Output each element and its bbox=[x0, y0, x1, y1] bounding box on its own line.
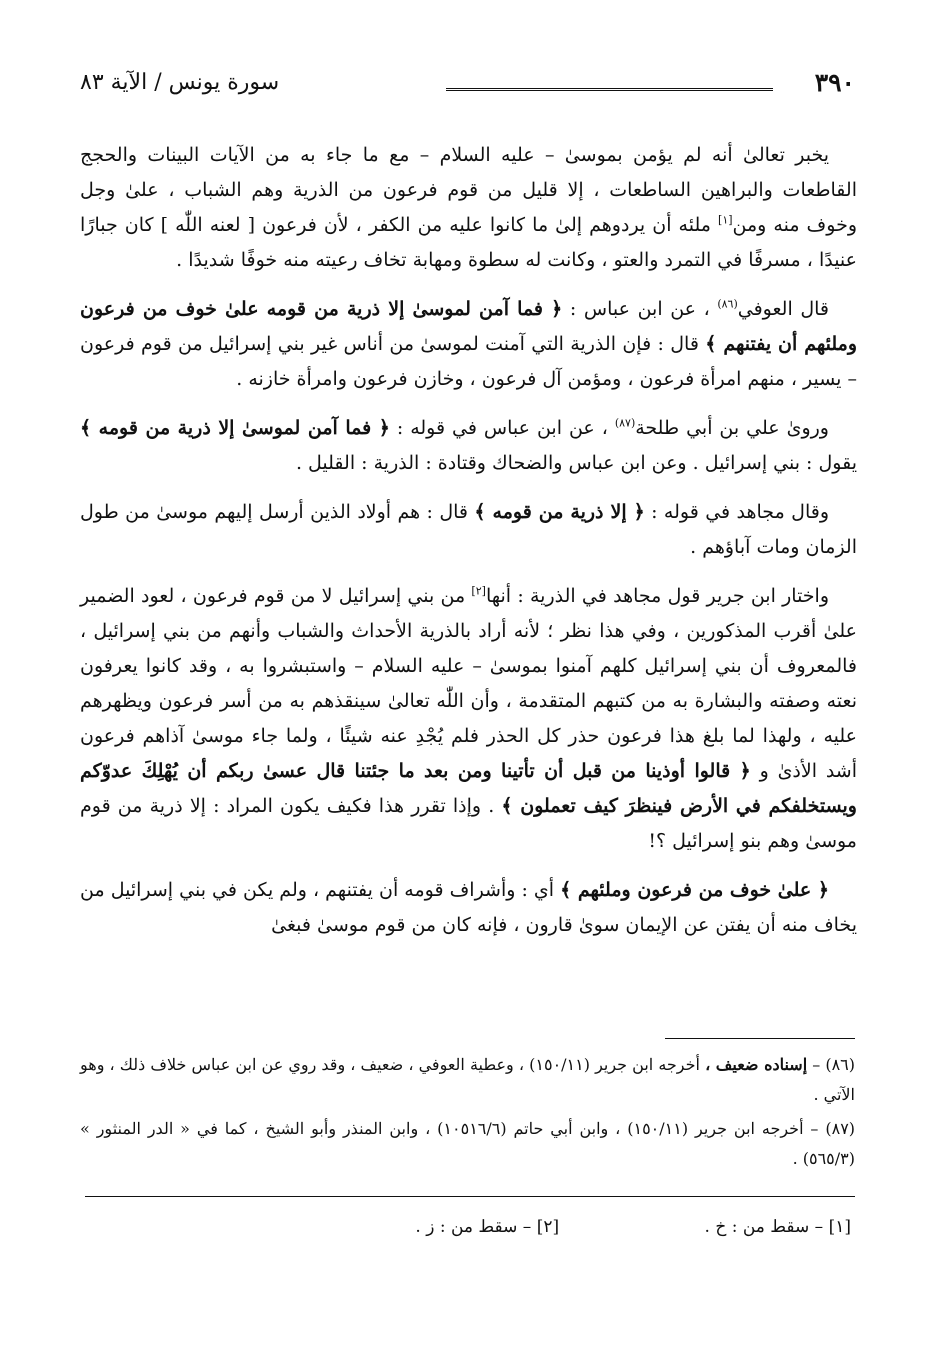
footnote-1 bbox=[80, 1050, 855, 1110]
footnote-2 bbox=[80, 1114, 855, 1174]
text-segment: قال : هم أولاد الذين أرسل إليهم موسىٰ من طول الزمان ومات آباؤهم . bbox=[80, 501, 857, 558]
quran-quote: ﴿ علىٰ خوف من فرعون وملئهم ﴾ bbox=[560, 879, 829, 901]
paragraph-6 bbox=[80, 873, 857, 943]
quran-quote: ﴿ فما آمن لموسىٰ إلا ذرية من قومه ﴾ bbox=[80, 417, 390, 439]
text-segment: قال : فإن الذرية التي آمنت لموسىٰ من أناس غير بني إسرائيل من قوم فرعون – يسير ، منهم امرأة فرعون ، ومؤمن آل فرعون ، وخازن فرعون وامرأة خازنه . bbox=[80, 333, 857, 390]
text-segment: وقال مجاهد في قوله : bbox=[644, 501, 830, 523]
paragraph-2 bbox=[80, 292, 857, 397]
note-marker: [١] bbox=[718, 213, 733, 227]
variants-divider bbox=[85, 1196, 855, 1197]
variant-note-1: [١] – سقط من : خ . bbox=[704, 1217, 851, 1237]
text-segment: أي : وأشراف قومه أن يفتنهم ، ولم يكن في بني إسرائيل من يخاف منه أن يفتن عن الإيمان سوىٰ قارون ، فإنه كان من قوم موسىٰ فبغىٰ bbox=[80, 879, 857, 936]
text-segment: ، عن ابن عباس : bbox=[562, 298, 718, 320]
text-segment: (٨٦) – bbox=[807, 1055, 856, 1074]
header-rule bbox=[446, 88, 773, 93]
paragraph-5 bbox=[80, 579, 857, 859]
page-number: ٣٩٠ bbox=[814, 68, 855, 97]
paragraph-1 bbox=[80, 138, 857, 278]
footnotes bbox=[80, 1050, 855, 1178]
text-segment: (٨٧) – أخرجه ابن جرير (١٥٠/١١) ، وابن أبي حاتم (١٠٥١٦/٦) ، وابن المنذر وأبو الشيخ ، كما في « الدر المنثور » (٥٦٥/٣) . bbox=[80, 1119, 856, 1168]
quran-quote: إسناده ضعيف ، bbox=[705, 1055, 808, 1074]
text-segment: ملئه أن يردوهم إلىٰ ما كانوا عليه من الكفر ، لأن فرعون [ لعنه اللّٰه ] كان جبارًا عنيدًا ، مسرفًا في التمرد والعتو ، وكانت له سطوة ومهابة تخاف رعيته منه خوفًا شديدًا . bbox=[80, 214, 857, 271]
text-segment: وروىٰ علي بن أبي طلحة bbox=[635, 417, 829, 439]
running-title: سورة يونس / الآية ٨٣ bbox=[80, 70, 280, 95]
text-segment: يقول : بني إسرائيل . وعن ابن عباس والضحاك وقتادة : الذرية : القليل . bbox=[295, 452, 857, 474]
quran-quote: ﴿ إلا ذرية من قومه ﴾ bbox=[474, 501, 645, 523]
body-text bbox=[80, 138, 857, 957]
footnote-divider bbox=[665, 1038, 855, 1039]
note-marker: (٨٦) bbox=[717, 297, 738, 311]
text-segment: . وإذا تقرر هذا فكيف يكون المراد : إلا ذرية من قوم موسىٰ وهم بنو إسرائيل ؟! bbox=[80, 795, 857, 852]
text-segment: قال العوفي bbox=[737, 298, 830, 320]
paragraph-3 bbox=[80, 411, 857, 481]
text-segment: ، عن ابن عباس في قوله : bbox=[389, 417, 615, 439]
manuscript-variants bbox=[80, 1212, 851, 1242]
quran-quote: ﴿ قالوا أوذينا من قبل أن تأتينا ومن بعد ما جئتنا قال عسىٰ ربكم أن يُهْلِكَ عدوّكم ويستخلفكم في الأرض فينظرَ كيف تعملون ﴾ bbox=[80, 760, 857, 817]
note-marker: (٨٧) bbox=[614, 416, 636, 430]
text-segment: أخرجه ابن جرير (١٥٠/١١) ، وعطية العوفي ، ضعيف ، وقد روي عن ابن عباس خلاف ذلك ، وهو الآتي . bbox=[80, 1055, 855, 1104]
text-segment: من بني إسرائيل لا من قوم فرعون ، لعود الضمير علىٰ أقرب المذكورين ، وفي هذا نظر ؛ لأنه أراد بالذرية الأحداث والشباب وأنهم من بني إسرائيل ، فالمعروف أن بني إسرائيل كلهم آمنوا بموسىٰ – عليه السلام – واستبشروا به ، وقد كانوا يعرفون نعته وصفته والبشارة به من كتبهم المتقدمة ، وأن اللّٰه تعالىٰ سينقذهم به من أسر فرعون ويظهرهم عليه ، ولهذا لما بلغ هذا فرعون حذر كل الحذر فلم يُجْدِ عنه شيئًا ، ولما جاء موسىٰ آذاهم فرعون أشد الأذىٰ و bbox=[80, 585, 858, 782]
paragraph-4 bbox=[80, 495, 857, 565]
variant-note-2: [٢] – سقط من : ز . bbox=[415, 1217, 560, 1237]
page-header bbox=[80, 62, 855, 106]
quran-quote: ﴿ فما آمن لموسىٰ إلا ذرية من قومه علىٰ خوف من فرعون وملئهم أن يفتنهم ﴾ bbox=[80, 298, 857, 355]
text-segment: يخبر تعالىٰ أنه لم يؤمن بموسىٰ – عليه السلام – مع ما جاء به من الآيات البينات والحجج القاطعات والبراهين الساطعات ، إلا قليل من قوم فرعون من الذرية وهم الشباب ، علىٰ وجل وخوف منه ومن bbox=[80, 144, 857, 236]
note-marker: [٢] bbox=[471, 584, 486, 598]
text-segment: واختار ابن جرير قول مجاهد في الذرية : أنها bbox=[485, 585, 830, 607]
